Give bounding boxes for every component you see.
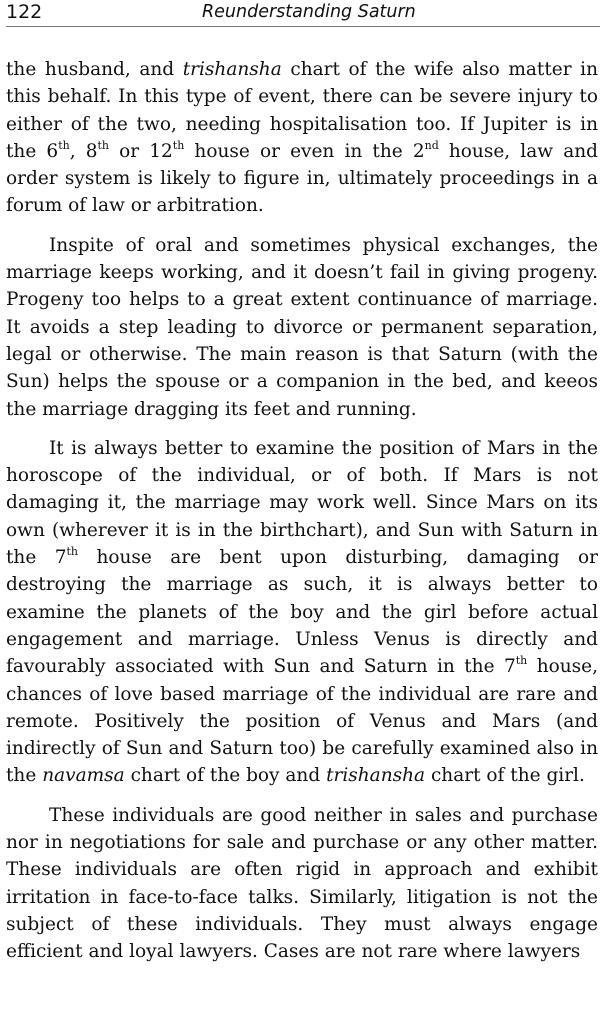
running-head: Reunderstanding Saturn — [202, 2, 416, 22]
paragraph-1: the husband, and trishansha chart of the wife also matter in this behalf. In this type of event, there can be severe injury to either of the two, needing hospitalisation too. If Jupiter is in the 6th, 8th or 12th house or even in the 2nd house, law and order system is likely to figure in, ultimately proceedings in a forum of law or arbitration. — [6, 59, 598, 217]
paragraph-2: Inspite of oral and sometimes physical exchanges, the marriage keeps working, and it doesn’t fail in giving progeny. Progeny too helps to a great extent continuance of marriage. It avoids a step leading to divorce or permanent separation, legal or otherwise. The main reason is that Saturn (with the Sun) helps the spouse or a companion in the bed, and keeos the marriage dragging its feet and running. — [6, 234, 598, 420]
header-rule — [6, 26, 600, 27]
paragraph-4: These individuals are good neither in sales and purchase nor in negotiations for sale and purchase or any other matter. These individuals are often rigid in approach and exhibit irritation in face-to-face talks. Similarly, litigation is not the subject of these individuals. They must always engage efficient and loyal lawyers. Cases are not rare where lawyers — [6, 804, 598, 963]
page-number: 122 — [6, 1, 43, 23]
page-header — [6, 0, 594, 26]
paragraph-3: It is always better to examine the position of Mars in the horoscope of the individual, or of both. If Mars is not damaging it, the marriage may work well. Since Mars on its own (wherever it is in the birthchart), and Sun with Saturn in the 7th house are bent upon disturbing, damaging or destroying the marriage as such, it is always better to examine the planets of the boy and the girl before actual engagement and marriage. Unless Venus is directly and favourably associated with Sun and Saturn in the 7th house, chances of love based marriage of the individual are rare and remote. Positively the position of Venus and Mars (and indirectly of Sun and Saturn too) be carefully examined also in the navamsa chart of the boy and trishansha chart of the girl. — [6, 437, 598, 787]
body-text — [6, 56, 598, 966]
